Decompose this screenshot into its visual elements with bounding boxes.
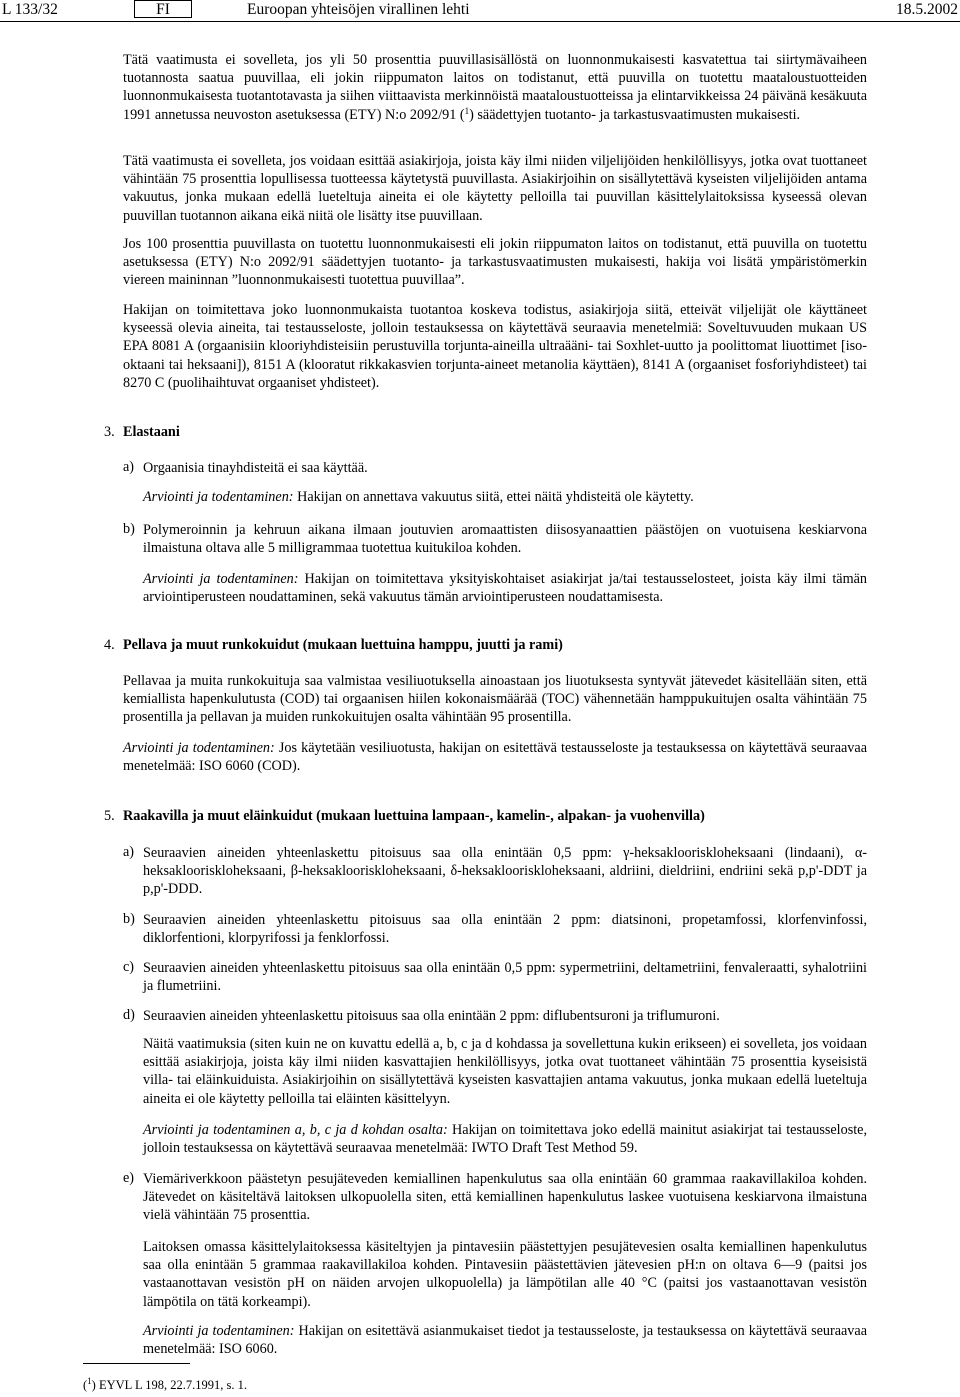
item-label: b): [123, 911, 135, 927]
item-label: a): [123, 844, 135, 860]
page-header: [0, 0, 960, 20]
section-5-item-e-note: Laitoksen omassa käsittelylaitoksessa käsiteltyjen ja pintavesiin päästettyjen pesujätevesien osalta kemiallinen hapenkulutus saa olla enintään 5 grammaa raakavillakiloa kohden. Pintavesiin päästettävien jätevesien pH:n on oltava 6—9 (paitsi jos vastaanottavan vesistön pH on näiden arvojen ulkopuolella) ja lämpötilan alle 40 °C (paitsi jos vastaanottavan vesistön lämpötila on tätä korkeampi).: [143, 1239, 867, 1310]
section-3-item-a: Orgaanisia tinayhdisteitä ei saa käyttää.: [143, 460, 368, 476]
section-3-title: Elastaani: [123, 424, 180, 440]
item-label: a): [123, 459, 135, 475]
item-label: e): [123, 1170, 135, 1186]
publication-date: 18.5.2002: [896, 1, 958, 18]
section-3-item-b: Polymeroinnin ja kehruun aikana ilmaan joutuvien aromaattisten diisosyanaattien päästöjen on vuotuisena keskiarvona ilmaistuna oltava alle 5 milligrammaa tuotettua kuitukiloa kohden.: [143, 522, 867, 557]
section-5-item-d-note: Näitä vaatimuksia (siten kuin ne on kuvattu edellä a, b, c ja d kohdassa ja sovellettuna kukin erikseen) ei sovelleta, jos voidaan esittää asiakirjoja, joista käy ilmi niiden kasvattajien henkilöllisyys, jotka ovat tuottaneet vähintään 75 prosenttia kyseisistä villa- tai eläinkuiduista. Asiakirjoihin on sisällytettävä kyseisten kasvattajien antama vakuutus, jonka mukaan edellä lueteltuja aineita ei ole käytetty pelloilla tai eläinten käsittelyyn.: [143, 1036, 867, 1107]
section-5-item-b: Seuraavien aineiden yhteenlaskettu pitoisuus saa olla enintään 2 ppm: diatsinoni, propetamfossi, klorfenvinfossi, diklorfentioni, klorpyrifossi ja fenklorfossi.: [143, 912, 867, 947]
section-3-item-a-evaluation: Arviointi ja todentaminen: Hakijan on annettava vakuutus siitä, ettei näitä yhdisteitä ole käytetty.: [143, 489, 694, 505]
intro-paragraph-1: Tätä vaatimusta ei sovelleta, jos yli 50 prosenttia puuvillasisällöstä on luonnonmukaisesti kasvatettua tai siirtymävaiheen tuotannosta saatua puuvillaa, eli jokin riippumaton laitos on todistanut, että puuvilla on tuotettu maataloustuotteiden luonnonmukaisesta tuotantotavasta ja siihen viittaavista merkinnöistä maataloustuotteissa ja elintarvikkeissa 24 päivänä kesäkuuta 1991 annetussa neuvoston asetuksessa (ETY) N:o 2092/91 ($^1$) säädettyjen tuotanto- ja tarkastusvaatimusten mukaisesti.: [123, 52, 867, 123]
item-label: c): [123, 959, 135, 975]
page-reference: L 133/32: [2, 1, 58, 18]
intro-paragraph-3: Jos 100 prosenttia puuvillasta on tuotettu luonnonmukaisesti eli jokin riippumaton laitos on todistanut, että puuvilla on tuotettu asetuksessa (ETY) N:o 2092/91 säädettyjen tuotanto- ja tarkastusvaatimusten mukaisesti, hakija voi lisätä ympäristömerkin viereen maininnan ”luonnonmukaisesti tuotettua puuvillaa”.: [123, 236, 867, 289]
section-3-number: 3.: [104, 424, 115, 440]
item-label: d): [123, 1007, 135, 1023]
intro-paragraph-4: Hakijan on toimitettava joko luonnonmukaista tuotantoa koskeva todistus, asiakirjoja siitä, etteivät viljelijät ole käyttäneet kyseessä olevia aineita, tai testausseloste, jolloin testauksessa on käytettävä seuraavia menetelmiä: Soveltuvuuden mukaan US EPA 8081 A (orgaanisiin klooriyhdisteisiin perustuvilla torjunta-aineilla ultraääni- tai Soxhlet-uutto ja poolittomat liuottimet [iso-oktaani tai heksaani]), 8151 A (klooratut rikkakasvien torjunta-aineet metanolia käyttäen), 8141 A (orgaaniset fosforiyhdisteet) tai 8270 C (puolihaihtuvat orgaaniset yhdisteet).: [123, 302, 867, 391]
item-label: b): [123, 521, 135, 537]
section-5-item-d: Seuraavien aineiden yhteenlaskettu pitoisuus saa olla enintään 2 ppm: diflubentsuroni ja triflumuroni.: [143, 1008, 720, 1024]
section-4-title: Pellava ja muut runkokuidut (mukaan luettuina hamppu, juutti ja rami): [123, 637, 563, 653]
section-5-item-e-evaluation: Arviointi ja todentaminen: Hakijan on esitettävä asianmukaiset tiedot ja testausseloste, ja testauksessa on käytettävä seuraavaa menetelmää: ISO 6060.: [143, 1323, 867, 1358]
section-5-title: Raakavilla ja muut eläinkuidut (mukaan luettuina lampaan-, kamelin-, alpakan- ja vuohenvilla): [123, 808, 705, 824]
header-rule: [0, 21, 960, 22]
section-5-item-a: Seuraavien aineiden yhteenlaskettu pitoisuus saa olla enintään 0,5 ppm: γ-heksaklooriskloheksaani (lindaani), α-heksaklooriskloheksaani, β-heksaklooriskloheksaani, δ-heksaklooriskloheksaani, aldriini, dieldriini, endriini sekä p,p'-DDT ja p,p'-DDD.: [143, 845, 867, 898]
section-3-item-b-evaluation: Arviointi ja todentaminen: Hakijan on toimitettava yksityiskohtaiset asiakirjat ja/tai testausselosteet, joista käy ilmi tämän arviointiperusteen noudattaminen, sekä vakuutus tämän arviointiperusteen noudattamisesta.: [143, 571, 867, 606]
section-4-evaluation: Arviointi ja todentaminen: Jos käytetään vesiliuotusta, hakijan on esitettävä testausseloste ja testauksessa on käytettävä seuraavaa menetelmää: ISO 6060 (COD).: [123, 740, 867, 775]
footnote-ref: 1: [464, 105, 470, 116]
section-5-item-d-evaluation: Arviointi ja todentaminen a, b, c ja d kohdan osalta: Hakijan on toimitettava joko edellä mainitut asiakirjat tai testausseloste, jolloin testauksessa on käytettävä seuraavaa menetelmää: IWTO Draft Test Method 59.: [143, 1122, 867, 1157]
section-5-item-c: Seuraavien aineiden yhteenlaskettu pitoisuus saa olla enintään 0,5 ppm: sypermetriini, deltametriini, fenvaleraatti, syhalotriini ja flumetriini.: [143, 960, 867, 995]
footnote-mark: 1: [87, 1376, 92, 1386]
section-5-item-e: Viemäriverkkoon päästetyn pesujäteveden kemiallinen hapenkulutus saa olla enintään 60 grammaa raakavillakiloa kohden. Jätevedet on käsiteltävä laitoksen ulkopuolella siten, että kemiallinen hapenkulutus laskee vuotuisena keskiarvona ilmaistuna vielä vähintään 75 prosenttia.: [143, 1171, 867, 1224]
intro-paragraph-2: Tätä vaatimusta ei sovelleta, jos voidaan esittää asiakirjoja, joista käy ilmi niiden viljelijöiden henkilöllisyys, jotka ovat tuottaneet vähintään 75 prosenttia lopullisessa tuotteessa käytetystä puuvillasta. Asiakirjoihin on sisällytettävä kyseisten viljelijöiden antama vakuutus, jonka mukaan edellä lueteltuja aineita ei ole käytetty pelloilla tai puuvillan käsittelylaitoksissa kyseessä olevan puuvillan tuotannon aikana eikä niitä ole lisätty itse puuvillaan.: [123, 153, 867, 224]
section-4-number: 4.: [104, 637, 115, 653]
footnote-rule: [83, 1363, 190, 1364]
section-5-number: 5.: [104, 808, 115, 824]
journal-title: Euroopan yhteisöjen virallinen lehti: [247, 1, 470, 18]
section-4-paragraph: Pellavaa ja muita runkokuituja saa valmistaa vesiliuotuksella ainoastaan jos liuotuksesta syntyvät jätevedet käsitellään siten, että kemiallista hapenkulutusta (COD) tai orgaanisen hiilen kokonaismäärää (TOC) vähennetään hamppukuitujen osalta vähintään 75 prosentilla ja pellavan ja muiden runkokuitujen osalta vähintään 95 prosentilla.: [123, 673, 867, 726]
language-code: FI: [134, 0, 192, 18]
footnote: ($^1$) EYVL L 198, 22.7.1991, s. 1.: [83, 1376, 247, 1392]
